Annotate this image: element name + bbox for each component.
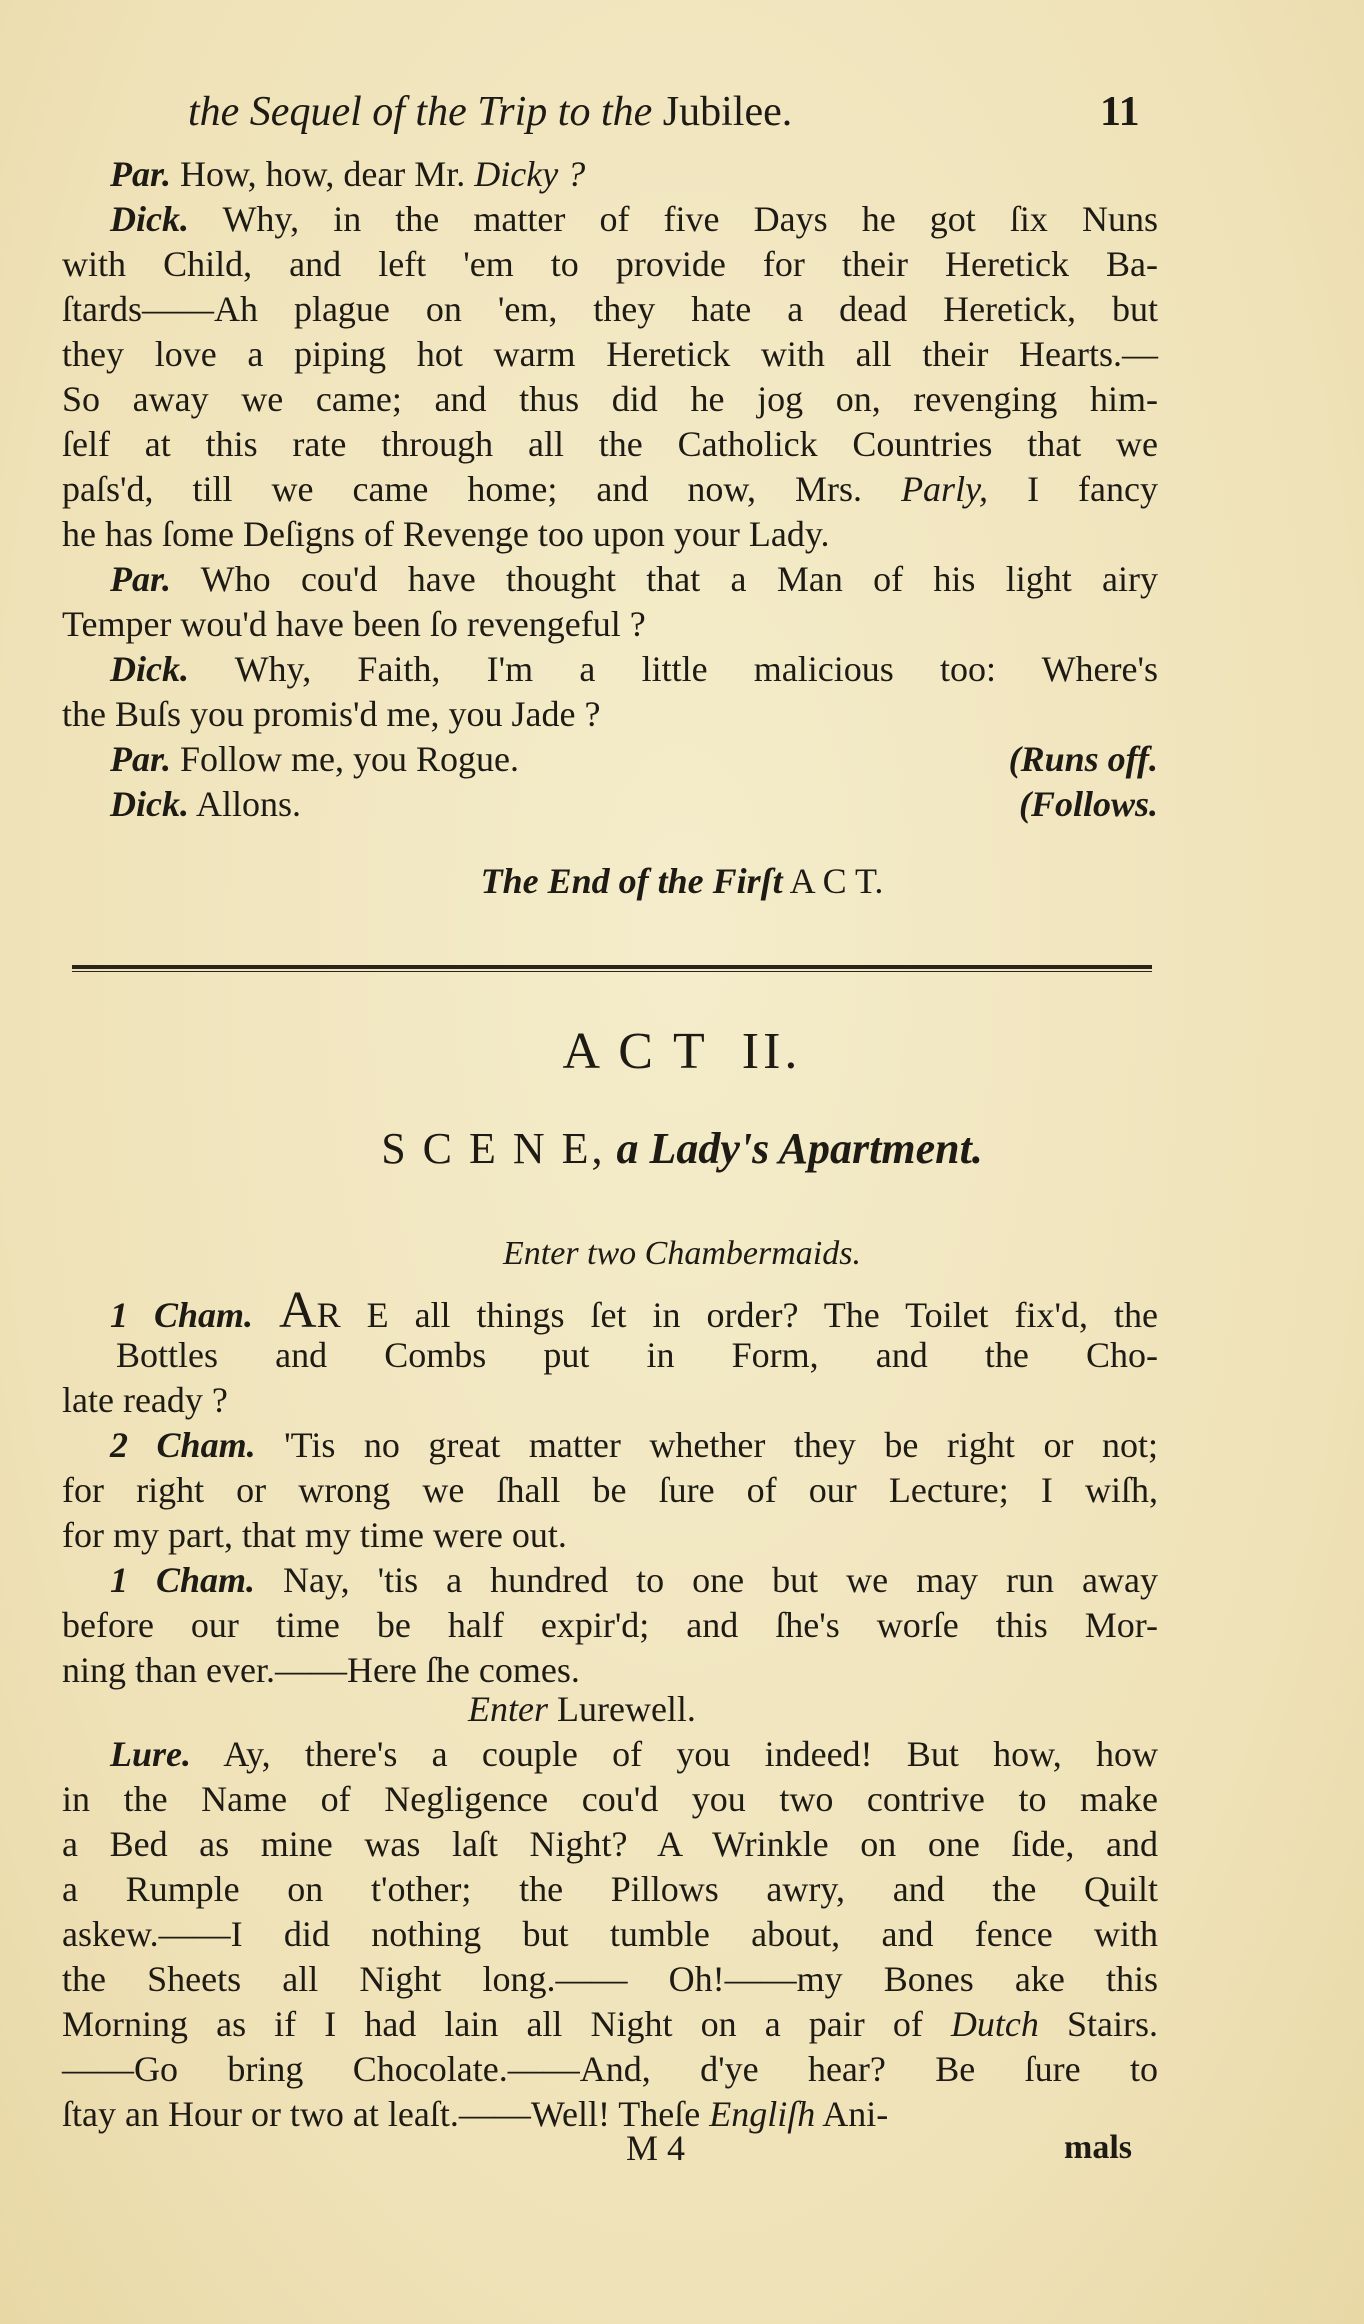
text-line [62, 557, 1158, 602]
line-text: Bottles and Combs put in Form, and the Cho- [116, 1335, 1158, 1375]
stage-direction: (Runs off. [1008, 739, 1158, 779]
italic-text: Dicky ? [474, 154, 586, 194]
line-text: askew.——I did nothing but tumble about, and fence with [62, 1914, 1158, 1954]
italic-text: Parly, [901, 469, 989, 509]
text-line [62, 692, 1158, 737]
dialogue-block-2 [62, 1282, 1159, 1693]
line-text: Allons. [196, 784, 302, 824]
line-text: Who cou'd have thought that a Man of his light airy [200, 559, 1158, 599]
line-text: for my part, that my time were out. [62, 1515, 567, 1555]
page-number: 11 [1100, 89, 1140, 135]
line-text: before our time be half expir'd; and ſhe's worſe this Mor- [62, 1605, 1158, 1645]
line-text: a Rumple on t'other; the Pillows awry, and the Quilt [62, 1869, 1158, 1909]
line-text: 'Tis no great matter whether they be right or not; [284, 1425, 1158, 1465]
line-text: Why, Faith, I'm a little malicious too: Where's [234, 649, 1158, 689]
speaker-label: Par. [110, 154, 172, 194]
text-line [62, 197, 1158, 242]
line-text: Morning as if I had lain all Night on a pair of [62, 2004, 951, 2044]
act-heading: A C T II. [562, 1023, 802, 1080]
text-line [62, 467, 1158, 512]
text-line [62, 377, 1158, 422]
text-line [62, 1468, 1158, 1513]
line-text: they love a piping hot warm Heretick with all their Hearts.— [62, 334, 1158, 374]
text-line [62, 1513, 1158, 1558]
section-rule [72, 965, 1152, 972]
text-line [62, 332, 1158, 377]
text-line [62, 1732, 1158, 1777]
text-line [62, 2047, 1158, 2092]
running-head [0, 86, 1364, 138]
speaker-label: Dick. [110, 649, 189, 689]
speaker-label: 1 Cham. [110, 1560, 256, 1600]
speaker-label: Dick. [110, 784, 189, 824]
text-line [62, 737, 1158, 782]
text-line [62, 1912, 1158, 1957]
line-text: ſelf at this rate through all the Catholick Countries that we [62, 424, 1158, 464]
text-line [62, 512, 1158, 557]
text-line [62, 1423, 1158, 1468]
line-text: Temper wou'd have been ſo revengeful ? [62, 604, 646, 644]
line-text: Why, in the matter of five Days he got ſix Nuns [222, 199, 1158, 239]
text-line [62, 1777, 1158, 1822]
line-text: the Buſs you promis'd me, you Jade ? [62, 694, 601, 734]
text-line [62, 1282, 1158, 1339]
line-text: for right or wrong we ſhall be ſure of our Lecture; I wiſh, [62, 1470, 1158, 1510]
text-line [62, 647, 1158, 692]
line-text: ſtards——Ah plague on 'em, they hate a dead Heretick, but [62, 289, 1158, 329]
dialogue-block-3 [62, 1732, 1158, 2137]
speaker-label: Lure. [110, 1734, 191, 1774]
text-line [62, 2092, 1158, 2137]
speaker-label: Dick. [110, 199, 189, 239]
speaker-label: Par. [110, 739, 172, 779]
stage-direction: (Follows. [1018, 784, 1158, 824]
text-line [62, 1378, 1158, 1423]
line-text: late ready ? [62, 1380, 228, 1420]
text-line [62, 242, 1158, 287]
scene-heading: S C E N E, a Lady's Apartment. [381, 1124, 983, 1173]
text-line [62, 2002, 1158, 2047]
text-line [62, 1558, 1158, 1603]
line-text: with Child, and left 'em to provide for their Heretick Ba- [62, 244, 1158, 284]
line-text-continued: I fancy [988, 469, 1159, 509]
text-line [62, 1603, 1158, 1648]
line-text: So away we came; and thus did he jog on, revenging him- [62, 379, 1158, 419]
catchword: mals [1064, 2129, 1132, 2166]
text-line [62, 782, 1158, 827]
line-text: the Sheets all Night long.—— Oh!——my Bones ake this [62, 1959, 1158, 1999]
signature-mark: M 4 [626, 2128, 686, 2168]
line-text: a Bed as mine was laſt Night? A Wrinkle on one ſide, and [62, 1824, 1158, 1864]
stage-direction-enter-lurewell: Enter Lurewell. [468, 1689, 696, 1729]
line-text: Ay, there's a couple of you indeed! But how, how [223, 1734, 1159, 1774]
italic-text: Dutch [950, 2004, 1039, 2044]
stage-direction-enter: Enter two Chambermaids. [503, 1235, 861, 1272]
line-text: Follow me, you Rogue. [180, 739, 520, 779]
text-line [62, 1822, 1158, 1867]
text-line [62, 287, 1158, 332]
text-line [62, 1867, 1158, 1912]
drop-cap: A [279, 1282, 317, 1339]
line-text: he has ſome Deſigns of Revenge too upon your Lady. [62, 514, 830, 554]
line-text: paſs'd, till we came home; and now, Mrs. [62, 469, 902, 509]
speaker-label: Par. [110, 559, 172, 599]
speaker-label: 1 Cham. [110, 1295, 254, 1335]
end-of-act: The End of the Firſt A C T. [480, 861, 884, 901]
text-line [62, 1333, 1158, 1378]
speaker-label: 2 Cham. [110, 1425, 256, 1465]
line-text-continued: Ani- [815, 2094, 889, 2134]
line-text: ſtay an Hour or two at leaſt.——Well! Theſe [62, 2094, 710, 2134]
line-text: ning than ever.——Here ſhe comes. [62, 1650, 580, 1690]
text-line [62, 152, 1158, 197]
line-text: ——Go bring Chocolate.——And, d'ye hear? Be ſure to [62, 2049, 1158, 2089]
running-head-title: the Sequel of the Trip to the Jubilee. [188, 89, 793, 135]
italic-text: Engliſh [709, 2094, 816, 2134]
exit-lines [62, 737, 1158, 827]
text-line [62, 602, 1158, 647]
line-text: R E all things ſet in order? The Toilet fix'd, the [316, 1295, 1158, 1335]
line-text: How, how, dear Mr. [180, 154, 475, 194]
dialogue-block-1 [62, 152, 1158, 737]
text-line [62, 1957, 1158, 2002]
line-text-continued: Stairs. [1038, 2004, 1158, 2044]
text-line [62, 422, 1158, 467]
line-text: Nay, 'tis a hundred to one but we may run away [283, 1560, 1159, 1600]
line-text: in the Name of Negligence cou'd you two contrive to make [62, 1779, 1158, 1819]
